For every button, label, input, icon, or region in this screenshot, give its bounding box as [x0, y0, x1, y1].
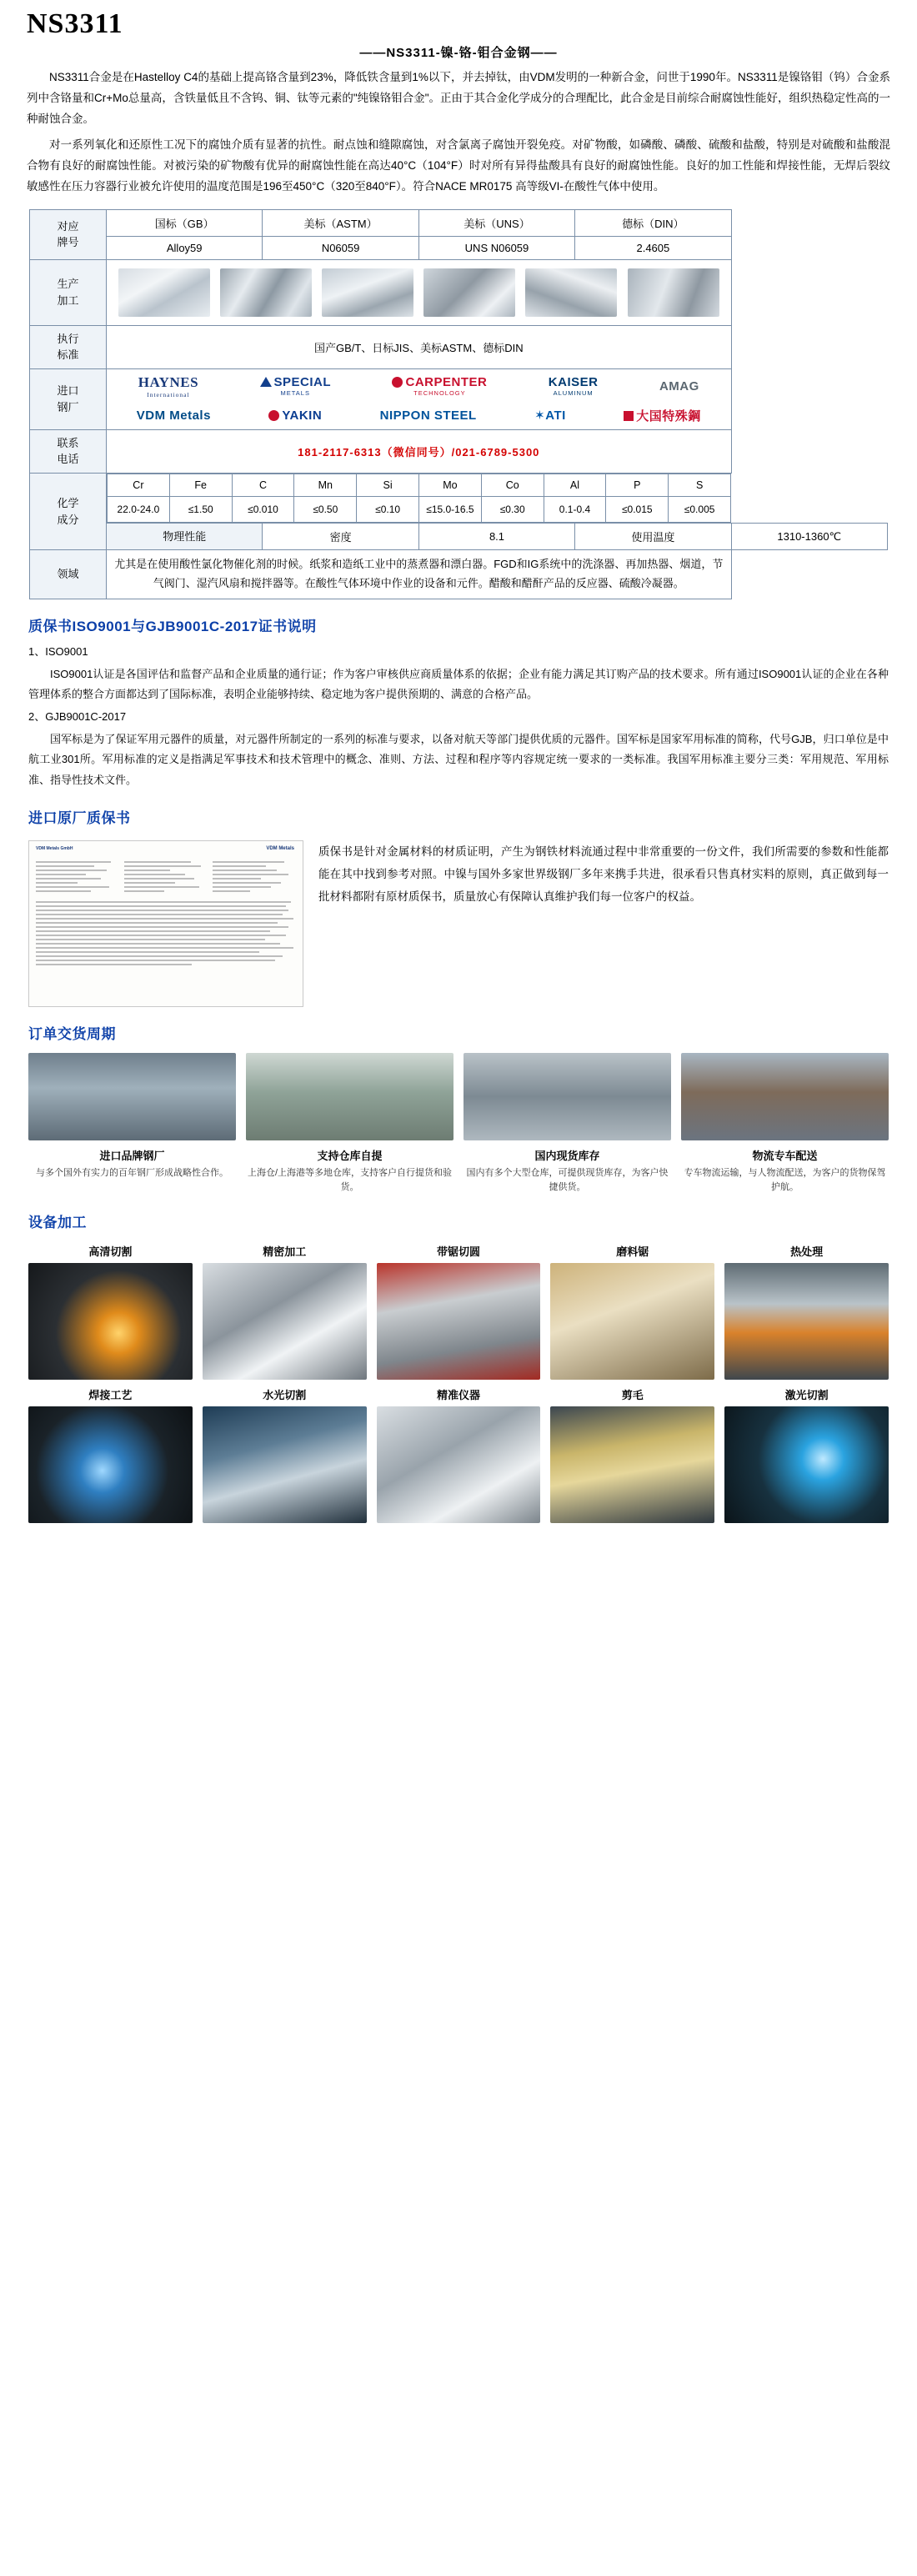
label-execution-line2: 标准	[57, 348, 79, 362]
equipment-cell	[377, 1240, 541, 1380]
logo-ati	[534, 408, 566, 423]
chem-values-row	[108, 496, 731, 522]
chem-header-mn: Mn	[294, 474, 357, 496]
logo-amag-label: AMAG	[659, 378, 699, 393]
table-row-mills	[30, 368, 888, 429]
chem-header-row	[108, 474, 731, 496]
logo-special-label: SPECIAL	[273, 375, 332, 390]
chem-header-mo: Mo	[418, 474, 481, 496]
import-cert-wrap	[17, 834, 900, 1007]
logo-nippon-label: NIPPON STEEL	[379, 408, 477, 423]
chem-value-al: 0.1-0.4	[544, 496, 606, 522]
order-card	[246, 1053, 453, 1195]
chem-value-fe: ≤1.50	[169, 496, 232, 522]
section-heading-equipment: 设备加工	[28, 1214, 87, 1230]
header-gb: 国标（GB）	[107, 209, 263, 236]
label-domain: 领域	[30, 550, 107, 599]
equipment-grid	[17, 1238, 900, 1523]
chem-header-co: Co	[481, 474, 544, 496]
mills-row-2	[110, 407, 728, 424]
table-row-chem-header	[30, 473, 888, 523]
equipment-title: 激光切割	[784, 1388, 829, 1401]
physical-key-density: 密度	[263, 523, 418, 550]
label-execution-line1: 执行	[57, 332, 79, 345]
logo-amag	[659, 379, 699, 393]
logo-haynes-label: HAYNES	[138, 373, 199, 390]
equipment-cell	[203, 1383, 367, 1523]
order-card	[464, 1053, 671, 1195]
section-heading-cert: 质保书ISO9001与GJB9001C-2017证书说明	[28, 618, 317, 634]
equipment-cell	[28, 1383, 193, 1523]
mills-logos-cell	[107, 368, 732, 429]
logo-kaiser	[549, 375, 599, 397]
chem-value-mn: ≤0.50	[294, 496, 357, 522]
order-card-image-logistics	[681, 1053, 889, 1140]
equipment-image-shearing	[550, 1406, 714, 1523]
intro-paragraph-2: 对一系列氧化和还原性工况下的腐蚀介质有显著的抗性。耐点蚀和缝隙腐蚀，对含氯离子腐蚀开裂免疫。对矿物酸，如磷酸、磷酸、硫酸和盐酸，特别是对硫酸和盐酸混合物有良好的耐腐蚀性能。对被污染的矿物酸有优异的耐腐蚀性能在高达40°C（104°F）时对所有异得盐酸具有良好的耐腐蚀性能。良好的加工性能和焊接性能，无焊后裂纹敏感性在压力容器行业被允许使用的温度范围是196至450°C（320至840°F）。符合NACE MR0175 高等级VI-在酸性气体中使用。	[27, 138, 890, 193]
spec-table	[29, 209, 888, 599]
chem-value-cr: 22.0-24.0	[108, 496, 170, 522]
label-mills	[30, 368, 107, 429]
table-row-execution	[30, 325, 888, 368]
equipment-cell	[724, 1383, 889, 1523]
product-image-rings	[322, 268, 413, 317]
equipment-image-heat-treatment	[724, 1263, 889, 1380]
label-mills-line1: 进口	[57, 384, 79, 398]
logo-special-metals	[260, 375, 332, 397]
order-card-desc: 与多个国外有实力的百年钢厂形成战略性合作。	[36, 1167, 228, 1178]
chem-value-c: ≤0.010	[232, 496, 294, 522]
certificate-header-left: VDM Metals GmbH	[36, 845, 73, 851]
mills-row-1	[110, 374, 728, 398]
section-heading-order-cycle: 订单交货周期	[28, 1025, 116, 1042]
product-image-wire-spool	[423, 268, 515, 317]
logo-yakin-label: YAKIN	[282, 408, 323, 423]
logo-haynes-sub: International	[147, 390, 190, 398]
logo-carpenter	[392, 375, 487, 397]
equipment-title: 带锯切圆	[436, 1245, 480, 1258]
header-din: 德标（DIN）	[575, 209, 731, 236]
table-row-standards-values	[30, 236, 888, 259]
equipment-title: 磨料锯	[616, 1245, 649, 1258]
logo-kaiser-sub: ALUMINUM	[553, 389, 594, 398]
logo-carpenter-label: CARPENTER	[405, 375, 488, 390]
order-card-desc: 国内有多个大型仓库，可提供现货库存，为客户快捷供货。	[466, 1167, 669, 1193]
table-row-standards-header	[30, 209, 888, 236]
value-gb: Alloy59	[107, 236, 263, 259]
product-image-plate	[118, 268, 210, 317]
order-card-image-mill	[28, 1053, 236, 1140]
equipment-image-precision-instrument	[377, 1406, 541, 1523]
label-brand-line2: 牌号	[57, 236, 79, 249]
logo-haynes	[138, 374, 198, 398]
header-astm: 美标（ASTM）	[263, 209, 418, 236]
cert-item-1: 1、ISO9001	[28, 644, 88, 658]
intro-paragraphs	[17, 68, 900, 198]
logo-kaiser-label: KAISER	[548, 375, 599, 390]
logo-vdm-metals	[137, 408, 211, 423]
physical-value-temp: 1310-1360℃	[731, 523, 887, 550]
label-mills-line2: 钢厂	[57, 400, 79, 413]
chem-value-co: ≤0.30	[481, 496, 544, 522]
section-heading-import-cert: 进口原厂质保书	[28, 809, 131, 826]
logo-dalian-special-steel	[624, 407, 701, 424]
domain-text: 尤其是在使用酸性氯化物催化剂的时候。纸浆和造纸工业中的蒸煮器和漂白器。FGD和IG系统中的洗涤器、再加热器、烟道，节气阀门、湿汽风扇和搅拌器等。在酸性气体环境中作业的设备和元件。醋酸和醋酐产品的反应器、硫酸冷凝器。	[107, 550, 732, 599]
certificate-text-lines	[36, 861, 296, 1001]
product-image-flanges	[628, 268, 719, 317]
physical-value-density: 8.1	[418, 523, 574, 550]
product-image-pipes	[220, 268, 312, 317]
label-brand-line1: 对应	[57, 219, 79, 233]
star-icon: ✶	[534, 408, 546, 423]
label-chem-line2: 成分	[57, 513, 79, 526]
order-card	[681, 1053, 889, 1195]
label-contact-line1: 联系	[57, 436, 79, 449]
label-contact-line2: 电话	[57, 453, 79, 466]
logo-ati-label: ATI	[545, 408, 566, 423]
label-chem	[30, 473, 107, 550]
label-execution	[30, 325, 107, 368]
label-chem-line1: 化学	[57, 497, 79, 510]
circle-icon	[392, 377, 403, 388]
chem-value-p: ≤0.015	[606, 496, 669, 522]
chem-value-s: ≤0.005	[669, 496, 731, 522]
certificate-header-right: VDM Metals	[266, 845, 294, 851]
order-cycle-cards	[17, 1050, 900, 1195]
equipment-cell	[28, 1240, 193, 1380]
order-card-desc: 上海仓/上海港等多地仓库，支持客户自行提货和验货。	[247, 1167, 453, 1193]
equipment-title: 剪毛	[621, 1388, 644, 1401]
square-icon	[624, 411, 634, 421]
table-row-contact	[30, 429, 888, 473]
order-card-title: 国内现货库存	[534, 1149, 600, 1162]
logo-nippon-steel	[380, 408, 477, 423]
chem-value-mo: ≤15.0-16.5	[418, 496, 481, 522]
order-card-desc: 专车物流运输，与人物流配送，为客户的货物保驾护航。	[684, 1167, 886, 1193]
contact-phone[interactable]: 181-2117-6313（微信同号）/021-6789-5300	[107, 429, 732, 473]
order-card-title: 物流专车配送	[752, 1149, 818, 1162]
page-subtitle: ——NS3311-镍-铬-钼合金钢——	[359, 46, 558, 60]
logo-yakin	[268, 408, 322, 423]
value-astm: N06059	[263, 236, 418, 259]
execution-value: 国产GB/T、日标JIS、美标ASTM、德标DIN	[107, 325, 732, 368]
label-physical: 物理性能	[107, 523, 263, 550]
equipment-title: 精密加工	[263, 1245, 307, 1258]
chem-header-cr: Cr	[108, 474, 170, 496]
equipment-image-abrasive-saw	[550, 1263, 714, 1380]
table-row-domain	[30, 550, 888, 599]
table-row-physical	[30, 523, 888, 550]
cert-body	[17, 642, 900, 791]
triangle-icon	[260, 377, 272, 387]
chem-header-al: Al	[544, 474, 606, 496]
physical-key-temp: 使用温度	[575, 523, 731, 550]
equipment-title: 焊接工艺	[88, 1388, 133, 1401]
chem-header-si: Si	[357, 474, 419, 496]
logo-special-sub: METALS	[280, 389, 310, 398]
logo-carpenter-sub: TECHNOLOGY	[413, 389, 466, 398]
label-production	[30, 259, 107, 325]
header-uns: 美标（UNS）	[418, 209, 574, 236]
order-card-image-stock	[464, 1053, 671, 1140]
product-image-fasteners	[525, 268, 617, 317]
logo-vdm-label: VDM Metals	[136, 408, 211, 423]
circle-icon	[268, 410, 279, 421]
label-brand	[30, 209, 107, 259]
import-cert-text: 质保书是针对金属材料的材质证明，产生为钢铁材料流通过程中非常重要的一份文件，我们所需要的参数和性能都能在其中找到参考对照。中镍与国外多家世界级钢厂多年来携手共进，很承看只售真材实料的原则，真正做到每一批材料都附有原材质保书，质量放心有保障认真维护我们每一位客户的权益。	[318, 844, 889, 903]
chem-header-c: C	[232, 474, 294, 496]
production-images-cell	[107, 259, 732, 325]
value-din: 2.4605	[575, 236, 731, 259]
chem-header-p: P	[606, 474, 669, 496]
order-card	[28, 1053, 236, 1195]
equipment-row-2	[28, 1383, 889, 1523]
equipment-image-welding	[28, 1406, 193, 1523]
equipment-cell	[550, 1383, 714, 1523]
equipment-title: 精准仪器	[436, 1388, 480, 1401]
equipment-cell	[724, 1240, 889, 1380]
equipment-image-plasma-cutting	[28, 1263, 193, 1380]
equipment-title: 热处理	[790, 1245, 824, 1258]
equipment-cell	[203, 1240, 367, 1380]
chem-value-si: ≤0.10	[357, 496, 419, 522]
equipment-cell	[550, 1240, 714, 1380]
page-title: NS3311	[27, 8, 123, 39]
equipment-image-precision-machining	[203, 1263, 367, 1380]
order-card-title: 进口品牌钢厂	[99, 1149, 165, 1162]
logo-dalian-label: 大国特殊鋼	[636, 408, 701, 423]
equipment-image-waterjet-cutting	[203, 1406, 367, 1523]
cert-item-3: 2、GJB9001C-2017	[28, 709, 127, 723]
equipment-image-laser-cutting	[724, 1406, 889, 1523]
cert-item-2: ISO9001认证是各国评估和监督产品和企业质量的通行证；作为客户审核供应商质量体系的依据；企业有能力满足其订购产品的技术要求。所有通过ISO9001认证的企业在各种管理体系的整合方面都达到了国际标准，表明企业能够持续、稳定地为客户提供预期的、满意的合格产品。	[28, 667, 889, 701]
value-uns: UNS N06059	[418, 236, 574, 259]
label-production-line1: 生产	[57, 278, 79, 291]
intro-paragraph-1: NS3311合金是在Hastelloy C4的基础上提高铬含量到23%，降低铁含量到1%以下，并去掉钛，由VDM发明的一种新合金，问世于1990年。NS3311是镍铬钼（钨）合金系列中含铬量和Cr+Mo总量高，含铁量低且不含钨、铜、钛等元素的"纯镍铬钼合金"。正由于其合金化学成分的合理配比，此合金是目前综合耐腐蚀性能好，组织热稳定性高的一种耐蚀合金。	[27, 71, 890, 125]
label-contact	[30, 429, 107, 473]
order-card-title: 支持仓库自提	[317, 1149, 383, 1162]
label-production-line2: 加工	[57, 293, 79, 307]
chem-header-fe: Fe	[169, 474, 232, 496]
equipment-title: 高清切割	[88, 1245, 133, 1258]
equipment-row-1	[28, 1240, 889, 1380]
equipment-title: 水光切割	[263, 1388, 307, 1401]
equipment-image-band-saw	[377, 1263, 541, 1380]
equipment-cell	[377, 1383, 541, 1523]
order-card-image-warehouse	[246, 1053, 453, 1140]
cert-item-4: 国军标是为了保证军用元器件的质量，对元器件所制定的一系列的标准与要求，以备对航天等部门提供优质的元器件。国军标是国家军用标准的简称，代号GJB，归口单位是中航工业301所。军用标准的定义是指满足军事技术和技术管理中的概念、准则、方法、过程和程序等内容规定统一要求的一类标准。我国军用标准主要分三类：军用规范、军用标准、指导性技术文件。	[28, 732, 889, 786]
certificate-scan-image	[28, 840, 303, 1007]
chem-header-s: S	[669, 474, 731, 496]
table-row-production	[30, 259, 888, 325]
